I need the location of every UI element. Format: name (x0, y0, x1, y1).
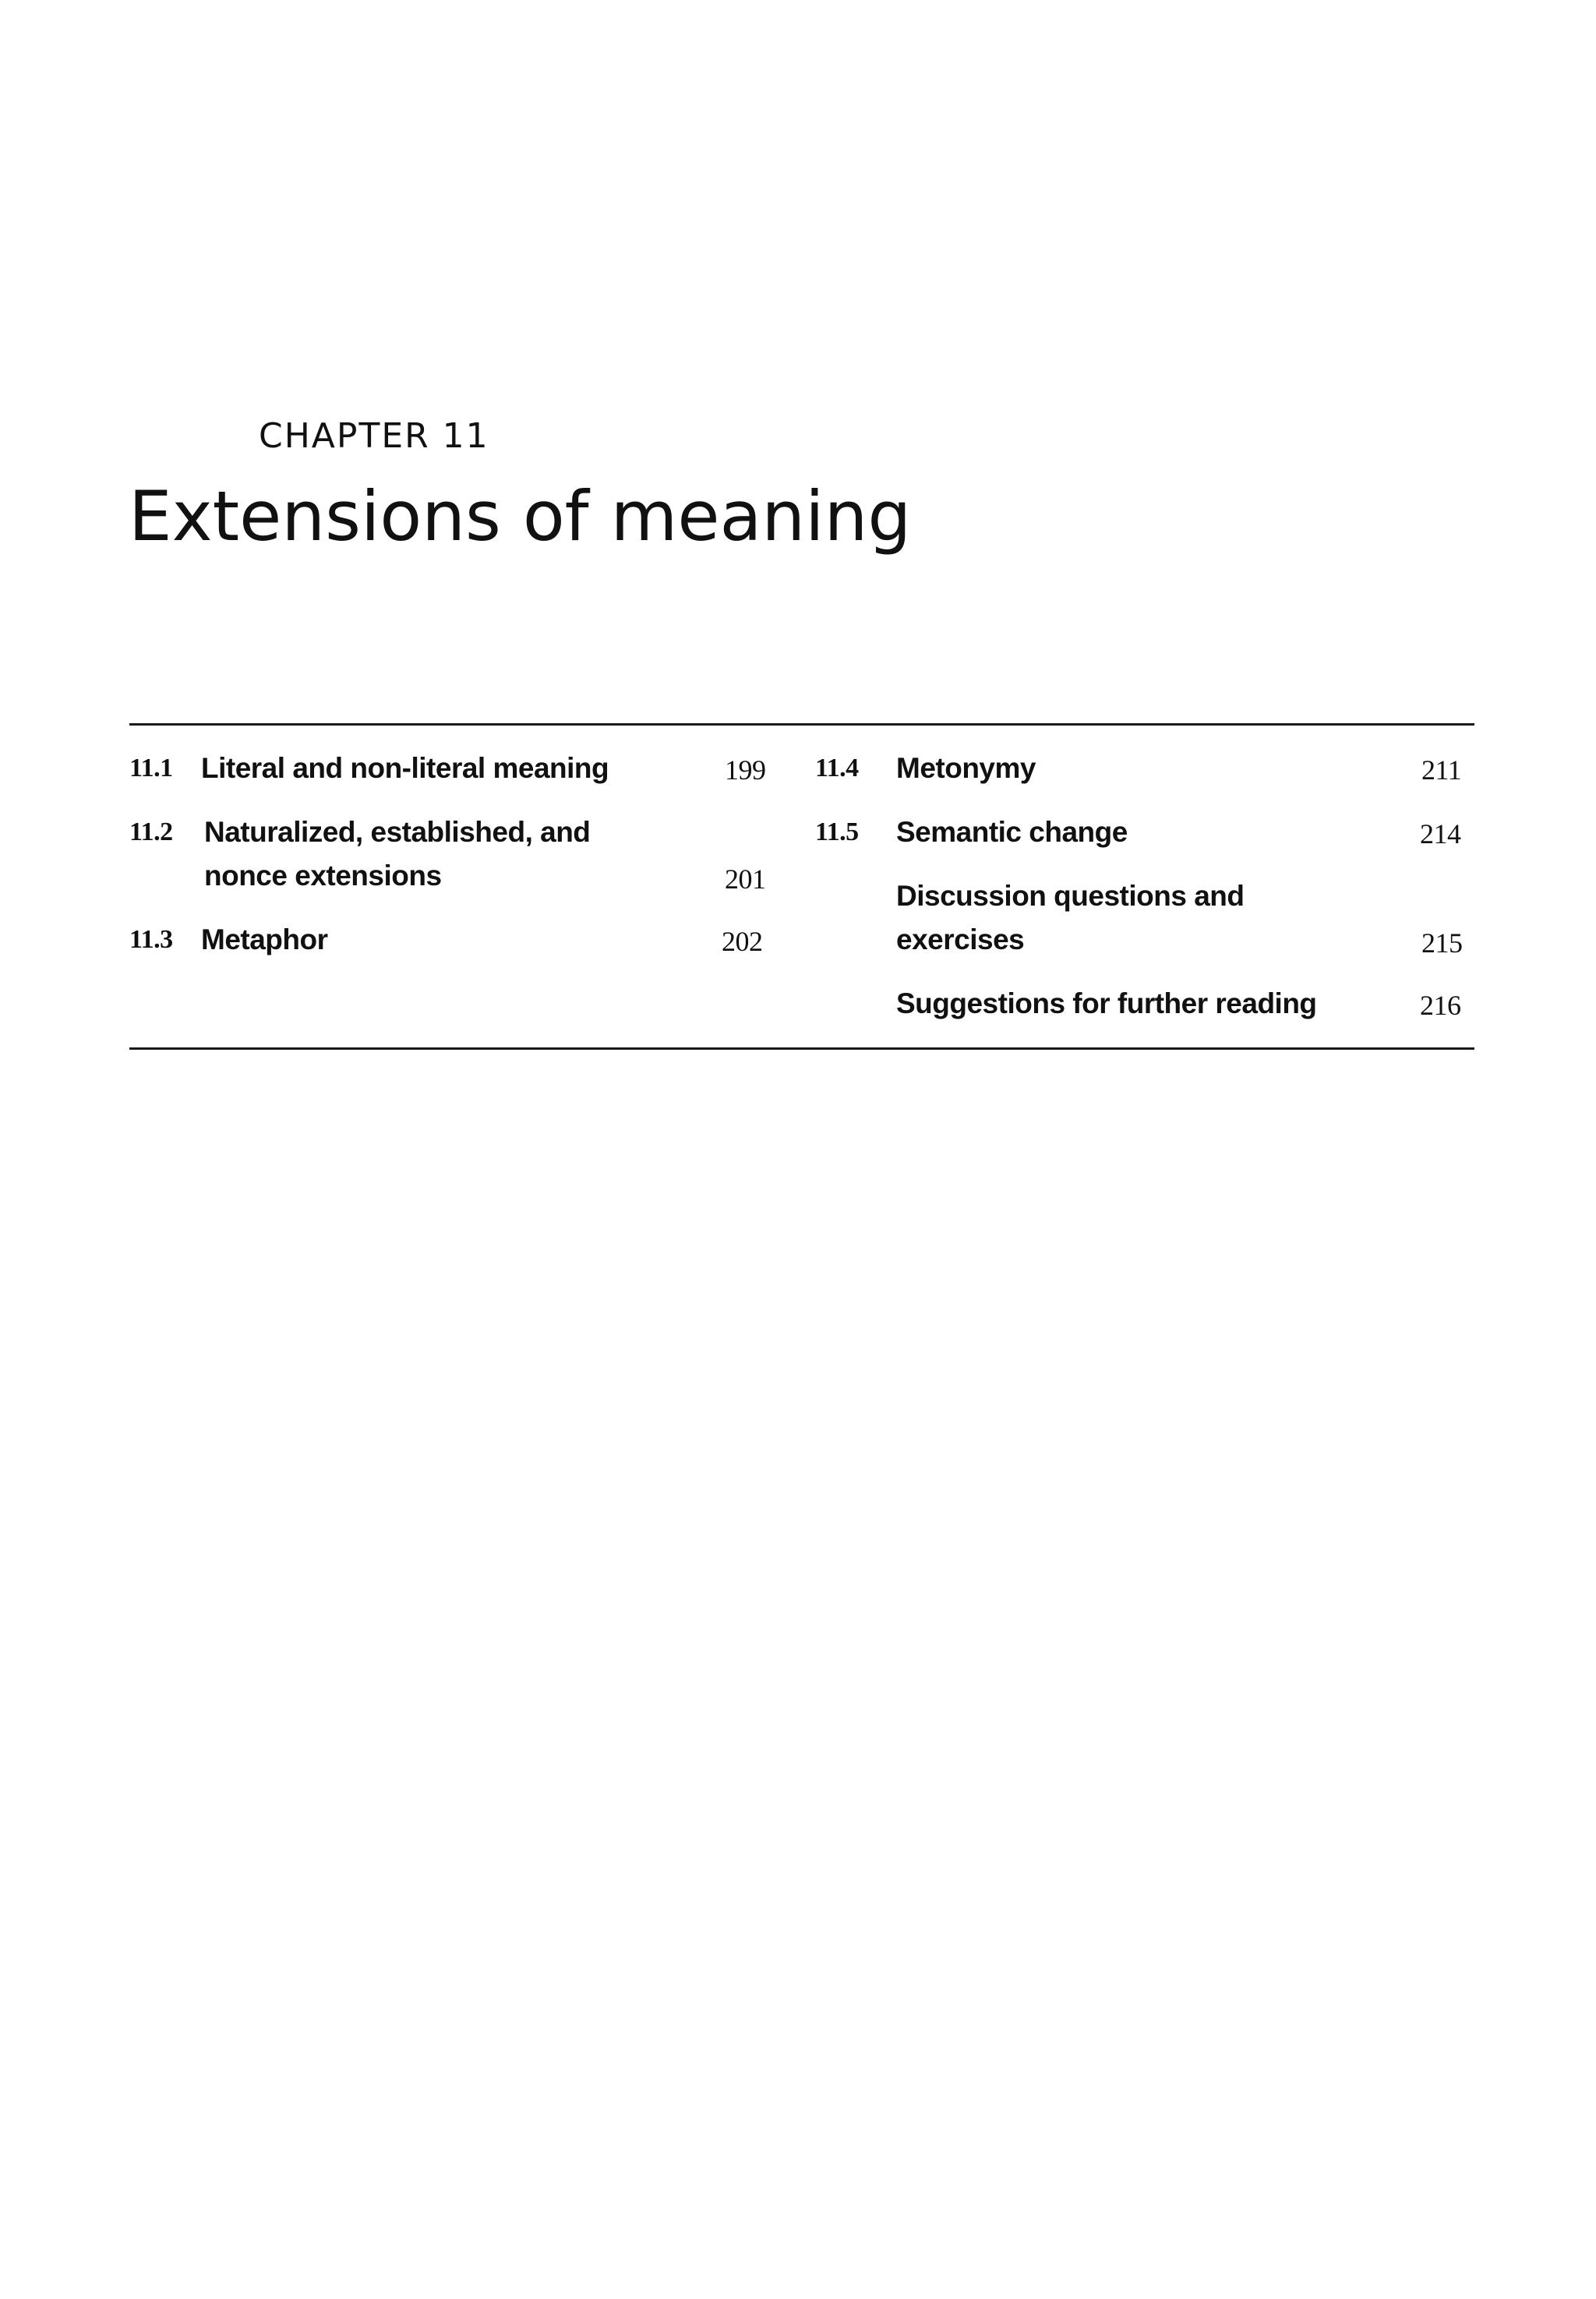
top-rule (129, 723, 1474, 726)
toc-label: Suggestions for further reading (896, 987, 1317, 1019)
toc-entry-11-4[interactable] (815, 747, 1474, 793)
toc-number: 11.2 (129, 818, 173, 846)
toc-page: 215 (1421, 927, 1463, 959)
toc-page: 214 (1420, 818, 1461, 849)
toc-page: 216 (1420, 990, 1461, 1021)
toc-entry-11-1[interactable] (129, 747, 776, 793)
toc-label: Metaphor (201, 923, 328, 955)
chapter-title: Extensions of meaning (129, 476, 912, 556)
toc-label: Literal and non-literal meaning (201, 752, 609, 784)
toc-entry-11-5[interactable] (815, 810, 1474, 857)
toc-label: Semantic change (896, 816, 1128, 848)
toc-label: Metonymy (896, 752, 1036, 784)
toc-entry-11-3[interactable] (129, 918, 776, 965)
toc-number: 11.1 (129, 754, 173, 782)
toc-label: nonce extensions (204, 860, 442, 892)
toc-page: 211 (1421, 754, 1462, 786)
toc-label: Discussion questions and (896, 880, 1245, 912)
toc-number: 11.5 (815, 818, 859, 846)
bottom-rule (129, 1047, 1474, 1050)
toc-number: 11.4 (815, 754, 859, 782)
chapter-label: CHAPTER 11 (259, 416, 489, 456)
toc-entry-further-reading[interactable] (815, 982, 1474, 1029)
toc-entry-discussion[interactable] (815, 874, 1474, 965)
toc-label: Naturalized, established, and (204, 816, 591, 848)
toc-entry-11-2[interactable] (129, 810, 776, 901)
toc-page: 201 (725, 863, 766, 895)
toc-number: 11.3 (129, 925, 173, 954)
toc-label: exercises (896, 923, 1025, 955)
toc-page: 199 (725, 754, 766, 786)
toc-page: 202 (722, 926, 763, 957)
